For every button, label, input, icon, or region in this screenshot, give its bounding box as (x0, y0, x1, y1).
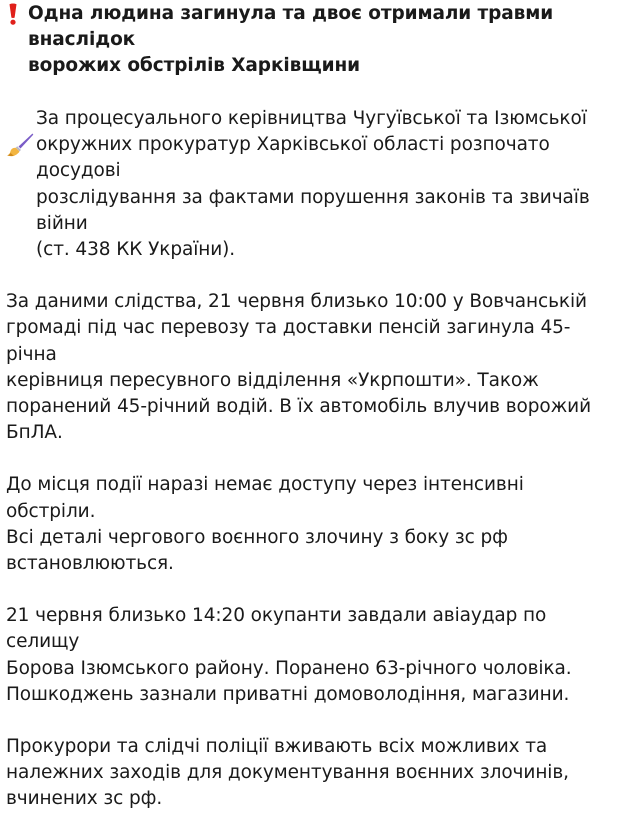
post-paragraph-1 (6, 106, 614, 263)
post-paragraph-5: Прокурори та слідчі поліції вживають всіх можливих та належних заходів для документування воєнних злочинів, вчинених зс рф. (6, 736, 569, 810)
post-headline (6, 1, 614, 79)
paintbrush-icon (6, 106, 34, 132)
post-paragraph-2: За даними слідства, 21 червня близько 10:00 у Вовчанській громаді під час перевозу та доставки пенсій загинула 45-річна керівниця пересувного відділення «Укрпошти». Також поранений 45-річний водій. В їх автомобіль влучив ворожий БпЛА. (6, 291, 591, 444)
post-paragraph-text: За процесуального керівництва Чугуївської та Ізюмської окружних прокуратур Харківської області розпочато досудові розслідування за фактами порушення законів та звичаїв війни (ст. 438 КК України). (36, 108, 590, 261)
exclamation-mark-icon (6, 1, 20, 35)
post-headline-text: Одна людина загинула та двоє отримали травми внаслідок ворожих обстрілів Харківщини (28, 3, 554, 76)
post-paragraph-4: 21 червня близько 14:20 окупанти завдали авіаудар по селищу Борова Ізюмського району. Поранено 63-річного чоловіка. Пошкоджень зазнали приватні домоволодіння, магазини. (6, 605, 572, 705)
post-paragraph-3: До місця події наразі немає доступу через інтенсивні обстріли. Всі деталі чергового воєнного злочину з боку зс рф встановлюються. (6, 474, 524, 575)
